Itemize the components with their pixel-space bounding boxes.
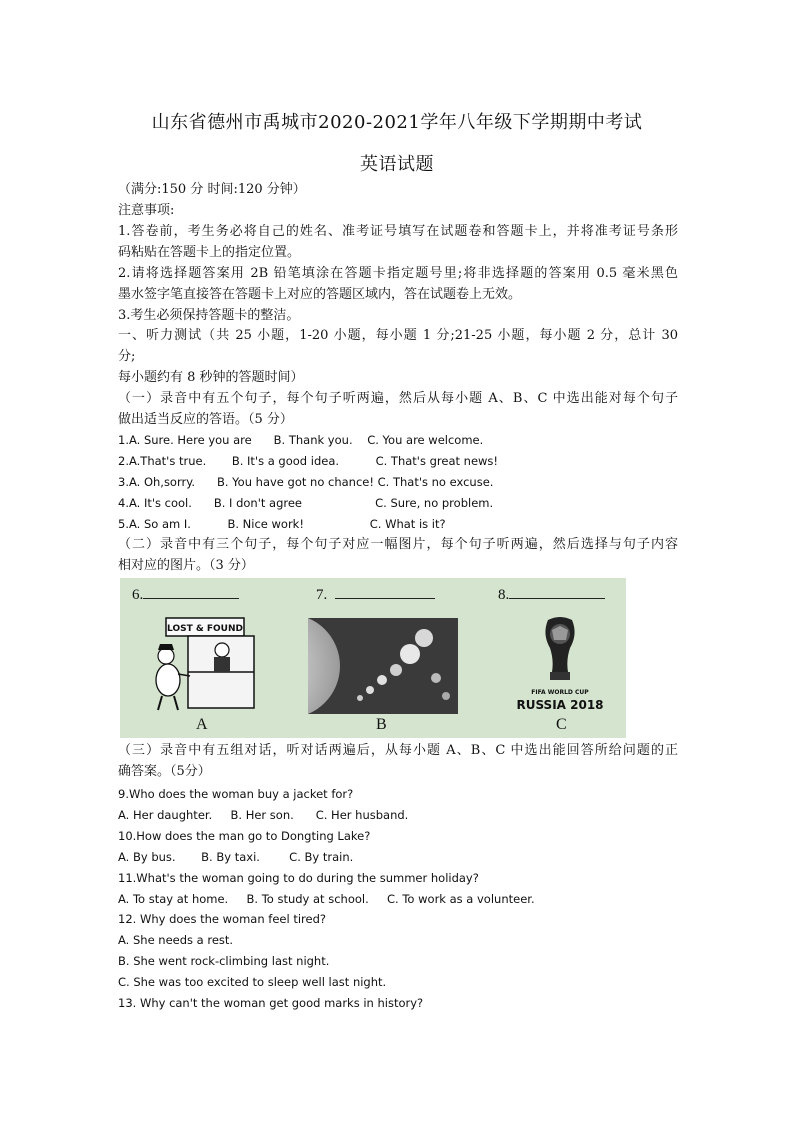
question-12-option-b: B. She went rock-climbing last night. — [118, 954, 330, 968]
planet — [390, 664, 402, 676]
part-2-instruction-line-2: 相对应的图片。（3 分） — [118, 558, 254, 573]
caption-b: B — [376, 716, 387, 733]
answer-7-number: 7. — [316, 587, 328, 603]
planet — [377, 675, 387, 685]
question-10-options: A. By bus. B. By taxi. C. By train. — [118, 850, 354, 864]
question-11: 11.What's the woman going to do during the summer holiday? — [118, 871, 479, 885]
planet — [400, 644, 420, 664]
note-2-line-1: 2.请将选择题答案用 2B 铅笔填涂在答题卡指定题号里;将非选择题的答案用 0.5 毫米黑色 — [118, 266, 678, 281]
cup-label: FIFA WORLD CUP — [531, 689, 589, 696]
sign-text: LOST & FOUND — [167, 624, 243, 634]
question-5: 5.A. So am I. B. Nice work! C. What is it? — [118, 517, 446, 531]
image-lost-and-found — [148, 616, 258, 718]
answer-8-blank — [509, 584, 605, 599]
planet — [415, 629, 433, 647]
question-1: 1.A. Sure. Here you are B. Thank you. C. You are welcome. — [118, 433, 484, 447]
planet — [357, 695, 363, 701]
section-1-line-3: 每小题约有 8 秒钟的答题时间） — [118, 370, 304, 385]
question-12-option-c: C. She was too excited to sleep well last night. — [118, 975, 387, 989]
question-10: 10.How does the man go to Dongting Lake? — [118, 829, 371, 843]
exam-subtitle: 英语试题 — [360, 154, 434, 175]
question-9-options: A. Her daughter. B. Her son. C. Her husband. — [118, 808, 409, 822]
answer-7-blank — [335, 584, 435, 599]
score-time: （满分:150 分 时间:120 分钟） — [118, 182, 306, 197]
answer-6 — [132, 584, 239, 604]
section-1-line-1: 一、听力测试（共 25 小题，1-20 小题，每小题 1 分;21-25 小题，每小题 2 分，总计 30 — [118, 328, 678, 343]
answer-8-number: 8. — [498, 587, 510, 603]
planet — [366, 686, 374, 694]
note-3: 3.考生必须保持答题卡的整洁。 — [118, 308, 300, 323]
caption-a: A — [196, 716, 208, 733]
man-body — [156, 664, 180, 696]
note-1-line-2: 码粘贴在答题卡上的指定位置。 — [118, 245, 301, 260]
lost-and-found-cartoon — [148, 616, 258, 714]
question-13: 13. Why can't the woman get good marks in history? — [118, 996, 424, 1010]
question-9: 9.Who does the woman buy a jacket for? — [118, 787, 354, 801]
question-11-options: A. To stay at home. B. To study at school. C. To work as a volunteer. — [118, 892, 535, 906]
note-1-line-1: 1.答卷前，考生务必将自己的姓名、准考证号填写在试题卷和答题卡上，并将准考证号条形 — [118, 224, 678, 239]
part-1-instruction-line-2: 做出适当反应的答语。（5 分） — [118, 412, 293, 427]
cup-year-label: RUSSIA 2018 — [516, 698, 604, 712]
solar-system-picture — [308, 618, 458, 714]
planet — [431, 673, 441, 683]
answer-6-number: 6. — [132, 587, 144, 603]
picture-options — [120, 578, 626, 738]
section-1-line-2: 分; — [118, 349, 136, 364]
world-cup-logo — [508, 614, 612, 716]
part-3-instruction-line-1: （三）录音中有五组对话，听对话两遍后，从每小题 A、B、C 中选出能回答所给问题的正 — [118, 743, 678, 758]
question-2: 2.A.That's true. B. It's a good idea. C. That's great news! — [118, 454, 499, 468]
question-3: 3.A. Oh,sorry. B. You have got no chance! C. That's no excuse. — [118, 475, 494, 489]
answer-6-blank — [143, 584, 239, 599]
exam-title: 山东省德州市禹城市2020-2021学年八年级下学期期中考试 — [151, 112, 643, 133]
clerk-head — [215, 643, 229, 657]
answer-7 — [316, 584, 435, 604]
question-4: 4.A. It's cool. B. I don't agree C. Sure, no problem. — [118, 496, 494, 510]
image-solar-system — [308, 618, 458, 718]
man-head — [158, 648, 174, 664]
clerk-body — [214, 657, 230, 672]
part-2-instruction-line-1: （二）录音中有三个句子，每个句子对应一幅图片，每个句子听两遍，然后选择与句子内容 — [118, 537, 678, 552]
image-world-cup-logo — [508, 614, 612, 720]
notes-heading: 注意事项: — [118, 203, 175, 218]
answer-8 — [498, 584, 605, 604]
caption-c: C — [556, 716, 567, 733]
planet — [442, 692, 450, 700]
part-1-instruction-line-1: （一）录音中有五个句子，每个句子听两遍，然后从每小题 A、B、C 中选出能对每个句子 — [118, 391, 678, 406]
note-2-line-2: 墨水签字笔直接答在答题卡上对应的答题区域内，答在试题卷上无效。 — [118, 287, 522, 302]
part-3-instruction-line-2: 确答案。（5分） — [118, 764, 211, 779]
question-12-option-a: A. She needs a rest. — [118, 933, 234, 947]
question-12: 12. Why does the woman feel tired? — [118, 912, 326, 926]
